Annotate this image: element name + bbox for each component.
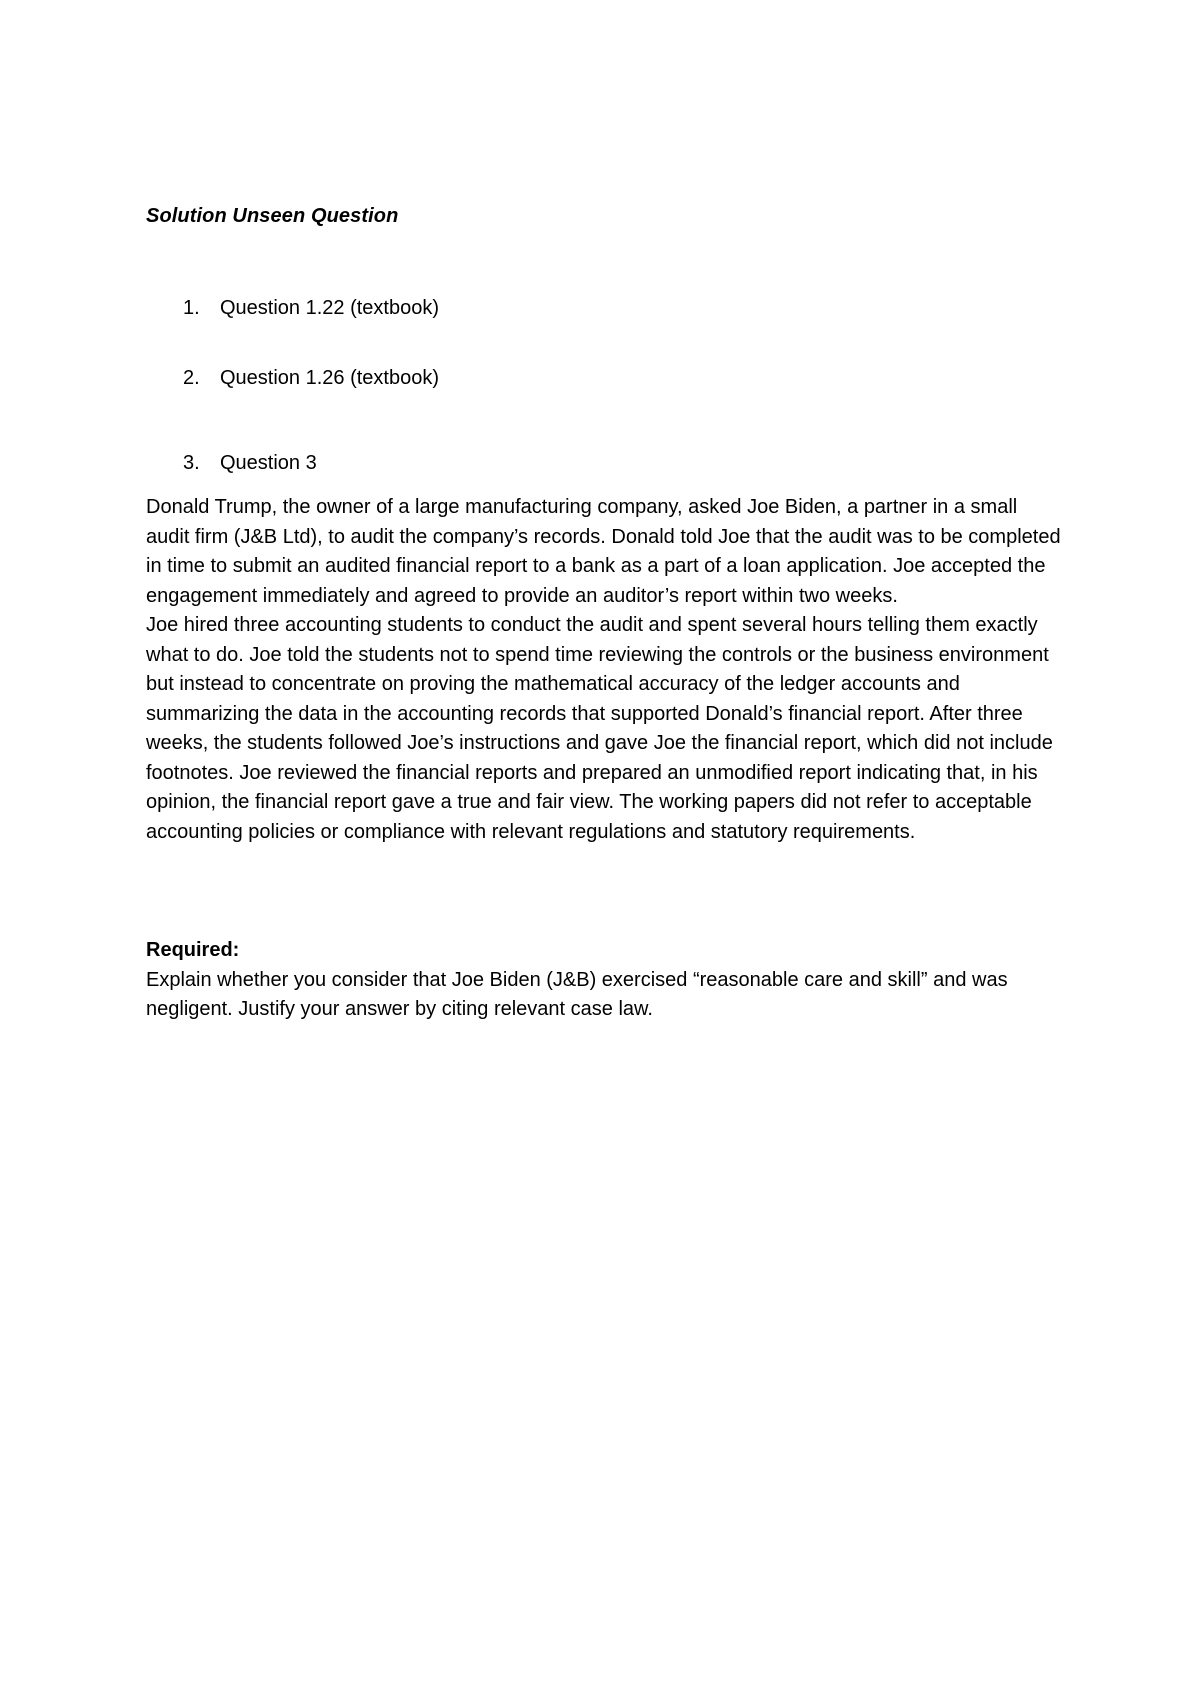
list-item bbox=[146, 297, 546, 320]
required-label: Required: bbox=[146, 939, 240, 961]
list-number: 2. bbox=[183, 367, 200, 389]
list-item bbox=[146, 452, 546, 475]
scenario-paragraph: Joe hired three accounting students to conduct the audit and spent several hours telling them exactly what to do. Joe told the students not to spend time reviewing the controls or the business environment but instead to concentrate on proving the mathematical accuracy of the ledger accounts and summarizing the data in the accounting records that supported Donald’s financial report. After three weeks, the students followed Joe’s instructions and gave Joe the financial report, which did not include footnotes. Joe reviewed the financial reports and prepared an unmodified report indicating that, in his opinion, the financial report gave a true and fair view. The working papers did not refer to acceptable accounting policies or compliance with relevant regulations and statutory requirements. bbox=[146, 614, 1053, 843]
question-text: Question 1.22 (textbook) bbox=[220, 297, 440, 319]
question-text: Question 3 bbox=[220, 452, 317, 474]
list-number: 3. bbox=[183, 452, 200, 474]
scenario-text bbox=[146, 493, 1066, 847]
required-section bbox=[146, 936, 1066, 1025]
scenario-paragraph: Donald Trump, the owner of a large manufacturing company, asked Joe Biden, a partner in a small audit firm (J&B Ltd), to audit the company’s records. Donald told Joe that the audit was to be completed in time to submit an audited financial report to a bank as a part of a loan application. Joe accepted the engagement immediately and agreed to provide an auditor’s report within two weeks. bbox=[146, 496, 1061, 607]
required-text: Explain whether you consider that Joe Biden (J&B) exercised “reasonable care and skill” and was negligent. Justify your answer by citing relevant case law. bbox=[146, 968, 1008, 1020]
question-text: Question 1.26 (textbook) bbox=[220, 367, 440, 389]
document-title: Solution Unseen Question bbox=[146, 205, 399, 227]
list-number: 1. bbox=[183, 297, 200, 319]
list-item bbox=[146, 367, 546, 390]
